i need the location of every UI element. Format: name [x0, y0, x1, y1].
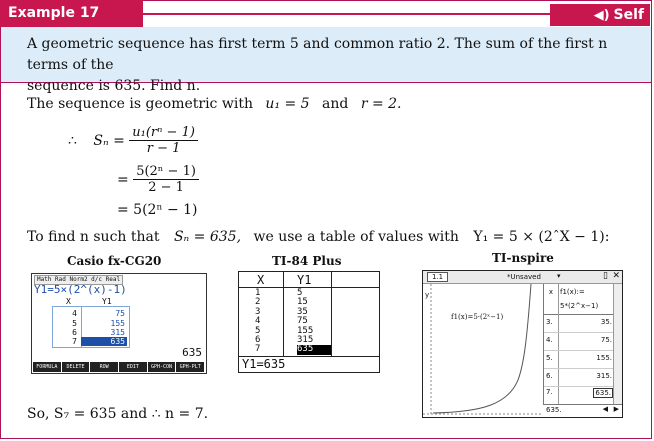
header-divider: [143, 13, 550, 15]
battery-icon: ▯: [603, 271, 608, 281]
nspire-col-fn: f1(x):=: [560, 288, 585, 296]
equals-sign: =: [117, 172, 129, 188]
nspire-top-bar: [423, 271, 622, 284]
chevron-down-icon: ▾: [557, 272, 561, 280]
ti84-x-cell: 1: [255, 288, 261, 298]
conclusion-line: So, S₇ = 635 and ∴ n = 7.: [27, 406, 209, 422]
general-numerator: u₁(rⁿ − 1): [129, 125, 198, 141]
general-denominator: r − 1: [146, 141, 181, 156]
example-title: Example 17: [0, 0, 143, 27]
question-line-2: sequence is 635. Find n.: [27, 78, 201, 94]
find-rest: we use a table of values with: [253, 229, 459, 245]
casio-menu-gph-con[interactable]: GPH-CON: [148, 362, 176, 372]
substitution-step: [117, 164, 199, 196]
table-instruction: [27, 229, 609, 245]
sn-label: Sₙ =: [93, 133, 125, 149]
ti84-y-cell: 5: [297, 288, 303, 298]
substituted-numerator: 5(2ⁿ − 1): [133, 164, 199, 180]
general-fraction: [129, 125, 198, 157]
casio-function: Y1=5×(2^(x)-1): [34, 283, 127, 296]
ti84-y-cell: 35: [297, 306, 308, 317]
therefore-symbol: ∴: [68, 133, 77, 149]
find-function: Y₁ = 5 × (2ˆX − 1):: [473, 229, 610, 245]
ti84-x-cell: 4: [255, 316, 261, 327]
nspire-col-expr: 5*(2^x−1): [560, 302, 599, 310]
casio-menu-formula[interactable]: FORMULA: [33, 362, 61, 372]
nspire-doc-name: *Unsaved: [507, 273, 541, 281]
intro-u1: u₁ = 5: [265, 96, 310, 112]
find-condition: Sₙ = 635,: [173, 229, 242, 245]
ti84-y-column: [297, 289, 331, 355]
nspire-row: 6. 315.: [544, 372, 614, 387]
casio-table: [52, 306, 130, 348]
ti84-y-cell: 155: [297, 325, 314, 336]
arrow-left-icon[interactable]: ◀: [602, 405, 608, 413]
nspire-row: 3. 35.: [544, 318, 614, 333]
nspire-row-selected: 7. 635.: [546, 388, 611, 397]
ti84-col-x: X: [257, 273, 265, 287]
question-line-1: A geometric sequence has first term 5 and common ratio 2. The sum of the first n terms of the: [27, 36, 608, 73]
nspire-row: 5. 155.: [544, 354, 614, 369]
casio-col-y: Y1: [102, 297, 112, 306]
casio-bottom-value: 635: [182, 346, 202, 359]
casio-row: 6 315: [72, 328, 125, 337]
nspire-status-row: [543, 404, 622, 417]
intro-and: and: [322, 96, 349, 112]
casio-menu-delete[interactable]: DELETE: [62, 362, 90, 372]
casio-row-selected: 7 635: [72, 337, 125, 346]
ti84-x-cell: 7: [255, 344, 261, 355]
casio-row: 4 75: [72, 309, 125, 318]
find-text: To find n such that: [27, 229, 160, 245]
ti84-x-cell: 6: [255, 335, 261, 346]
intro-r: r = 2.: [360, 96, 402, 112]
casio-col-x: X: [66, 297, 71, 306]
casio-title: Casio fx-CG20: [67, 254, 162, 268]
sn-equation: [68, 125, 198, 157]
simplified-step: = 5(2ⁿ − 1): [117, 202, 198, 218]
nspire-axis-y: y: [425, 291, 430, 299]
ti84-x-column: [255, 289, 275, 355]
casio-menu-row[interactable]: ROW: [90, 362, 118, 372]
nspire-bottom-value: 635.: [546, 406, 562, 414]
nspire-table: [543, 284, 614, 404]
ti84-bottom-line: Y1=635: [242, 357, 286, 371]
casio-screen: [31, 273, 207, 374]
casio-menu-edit[interactable]: EDIT: [119, 362, 147, 372]
ti84-y-cell: 75: [297, 316, 308, 327]
nspire-row: 4. 75.: [544, 336, 614, 351]
ti84-x-cell: 2: [255, 297, 261, 308]
ti84-y-cell: 315: [297, 335, 314, 346]
speaker-icon: ◀): [593, 8, 610, 23]
ti84-x-cell: 5: [255, 325, 261, 336]
ti84-x-cell: 3: [255, 306, 261, 317]
substituted-fraction: [133, 164, 199, 196]
ti84-screen: [238, 271, 380, 373]
casio-menu-gph-plt[interactable]: GPH-PLT: [176, 362, 204, 372]
casio-status-bar: Math Rad Norm2 d/c Real: [34, 275, 123, 285]
close-icon[interactable]: ✕: [612, 271, 620, 281]
self-tutor-label: Self: [613, 7, 644, 23]
casio-menu: [33, 362, 204, 372]
ti84-col-y: Y1: [297, 273, 312, 287]
intro-line: [27, 96, 402, 112]
nspire-screen: [422, 270, 623, 418]
ti84-y-cell-selected: 635: [297, 345, 331, 354]
nspire-scrollbar[interactable]: [613, 284, 622, 404]
nspire-tab[interactable]: 1.1: [427, 272, 448, 282]
question-box: [1, 27, 651, 94]
substituted-denominator: 2 − 1: [148, 180, 184, 195]
ti84-title: TI-84 Plus: [272, 254, 342, 268]
nspire-graph: [423, 284, 543, 417]
self-tutor-button[interactable]: [550, 4, 650, 26]
nspire-graph-label: f1(x)=5·(2ˣ−1): [451, 313, 504, 321]
arrow-right-icon[interactable]: ▶: [613, 405, 619, 413]
intro-text: The sequence is geometric with: [27, 96, 253, 112]
casio-row: 5 155: [72, 319, 125, 328]
nspire-title: TI-nspire: [492, 251, 554, 265]
ti84-y-cell: 15: [297, 297, 308, 308]
nspire-col-x: x: [548, 288, 554, 296]
